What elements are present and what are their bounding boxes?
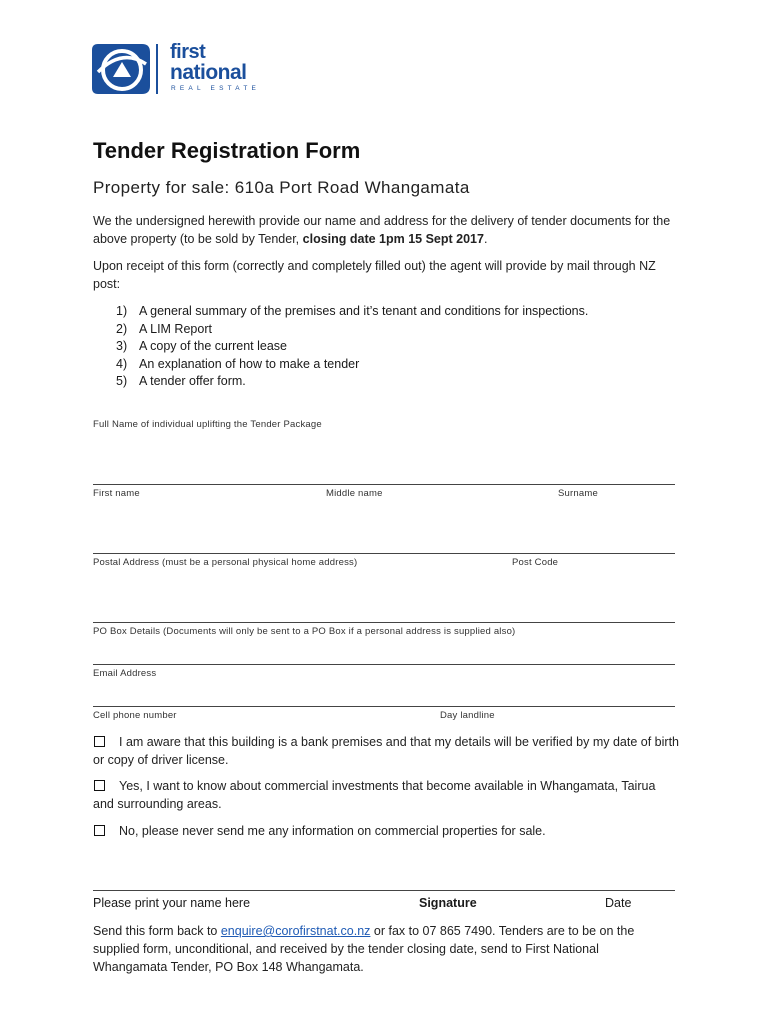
logo-text-national: national — [170, 61, 247, 84]
logo-text-first: first — [170, 41, 206, 63]
list-item: 5) A tender offer form. — [116, 374, 246, 389]
logo-text-real-estate: REAL ESTATE — [171, 85, 261, 92]
documents-list — [116, 303, 676, 391]
list-item: 3) A copy of the current lease — [116, 339, 288, 354]
signature-input-line[interactable] — [93, 890, 675, 891]
no-information-text: No, please never send me any information on commercial properties for sale. — [119, 824, 546, 838]
logo-divider — [156, 44, 158, 94]
intro-paragraph — [93, 212, 683, 248]
list-item: 1) A general summary of the premises and it’s tenant and conditions for inspections. — [116, 304, 589, 318]
footer-instructions: Send this form back to enquire@corofirstnat.co.nz or fax to 07 865 7490. Tenders are to be on the supplied form, unconditional, and received by the tender closing date, send to First National Whangamata Tender, PO Box 148 Whangamata. — [93, 924, 635, 974]
page-subtitle: Property for sale: 610a Port Road Whangamata — [93, 178, 470, 197]
bank-premises-text: I am aware that this building is a bank premises and that my details will be verified by my date of birth or copy of driver license. — [93, 735, 679, 767]
day-landline-label: Day landline — [440, 710, 495, 721]
middle-name-label: Middle name — [326, 488, 383, 499]
po-box-label: PO Box Details (Documents will only be sent to a PO Box if a personal address is supplied also) — [93, 626, 516, 637]
list-item: 2) A LIM Report — [116, 321, 212, 336]
signature-label: Signature — [419, 896, 477, 910]
intro-text: We the undersigned herewith provide our name and address for the delivery of tender documents for the above property (to be sold by Tender, — [93, 214, 671, 246]
list-item: 4) An explanation of how to make a tender — [116, 356, 360, 371]
email-input-line[interactable] — [93, 664, 675, 665]
intro-end: . — [483, 232, 488, 246]
closing-date: closing date 1pm 15 Sept 2017 — [302, 232, 484, 246]
surname-label: Surname — [558, 488, 598, 499]
page-title: Tender Registration Form — [93, 138, 361, 163]
first-name-label: First name — [93, 488, 140, 499]
po-box-input-line[interactable] — [93, 622, 675, 623]
date-label: Date — [605, 896, 632, 910]
fullname-heading: Full Name of individual uplifting the Tender Package — [93, 419, 322, 430]
postal-address-label: Postal Address (must be a personal physical home address) — [93, 557, 358, 568]
name-input-line[interactable] — [93, 484, 675, 485]
phone-input-line[interactable] — [93, 706, 675, 707]
postal-address-input-line[interactable] — [93, 553, 675, 554]
commercial-investments-text: Yes, I want to know about commercial investments that become available in Whangamata, Tairua and surrounding areas. — [93, 779, 656, 811]
post-code-label: Post Code — [512, 557, 559, 568]
cell-phone-label: Cell phone number — [93, 710, 177, 721]
print-name-label: Please print your name here — [93, 896, 251, 910]
receipt-paragraph: Upon receipt of this form (correctly and completely filled out) the agent will provide by mail through NZ post: — [93, 259, 656, 291]
enquire-email-link[interactable]: enquire@corofirstnat.co.nz — [220, 924, 371, 938]
email-label: Email Address — [93, 668, 157, 679]
logo-emblem-icon — [92, 42, 152, 96]
